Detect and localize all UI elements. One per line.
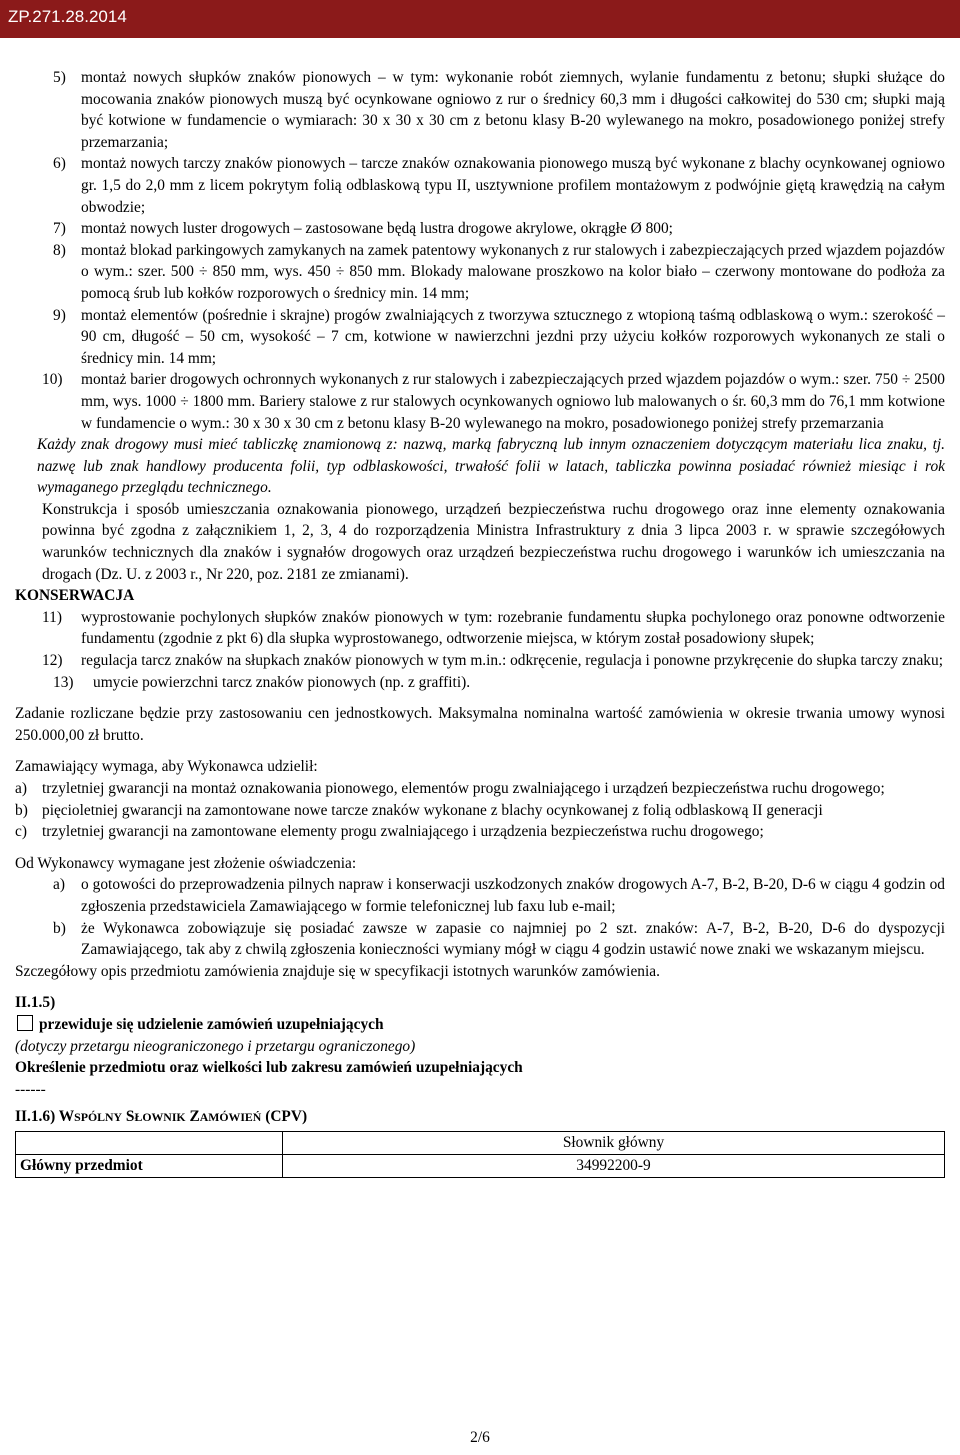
declaration-intro: Od Wykonawcy wymagane jest złożenie oświadczenia: — [15, 854, 357, 872]
list-item — [15, 153, 945, 218]
list-item-text: trzyletniej gwarancji na montaż oznakowania pionowego, elementów progu zwalniającego i urządzeń bezpieczeństwa ruchu drogowego; — [42, 780, 885, 797]
list-item-number: a) — [15, 780, 27, 797]
document-body — [15, 67, 945, 1178]
section-116-title: II.1.6) WSPÓLNY SŁOWNIK ZAMÓWIEŃ (CPV) — [15, 1108, 308, 1126]
list-item-text: montaż nowych słupków znaków pionowych – w tym: wykonanie robót ziemnych, wylanie fundamentu z betonu; słupki służące do mocowania znaków pionowych muszą być ocynkowane ogniowo z rur o średnicy 60,3 mm i długości całkowitej do 530 cm; słupki mają być kotwione w fundamencie o wymiarach: 30 x 30 x 30 cm z betonu klasy B-20 wylewanego na mokro, posadowionego poniżej strefy przemarzania; — [81, 69, 945, 151]
section-115-value: ------ — [15, 1080, 46, 1098]
declaration-list — [15, 874, 945, 960]
section-115-option: przewiduje się udzielenie zamówień uzupełniających — [15, 1014, 945, 1036]
list-item-text: montaż nowych luster drogowych – zastosowane będą lustra drogowe akrylowe, okrągłe Ø 800; — [81, 220, 673, 238]
warranty-list — [15, 778, 945, 843]
list-item: 10) montaż barier drogowych ochronnych wykonanych z rur stalowych i zabezpieczających przed wjazdem pojazdów o wym.: szer. 750 ÷ 2500 mm, wys. 1000 ÷ 1800 mm. Bariery stalowe z rur stalowych ocynkowanych ogniowo lub malowanych o śr. 60,3 mm do 76,1 mm kotwione w fundamencie o wym.: 30 x 30 x 30 cm z betonu klasy B-20 wylewanego na mokro, posadowionego poniżej strefy przemarzania — [42, 371, 945, 432]
list-item — [15, 218, 945, 240]
list-item-number: 9) — [53, 306, 66, 324]
items-list-montaz — [15, 67, 945, 369]
list-item-text: trzyletniej gwarancji na zamontowane elementy progu zwalniającego i urządzenia bezpieczeństwa ruchu drogowego; — [42, 823, 764, 841]
table-header-cell: Słownik główny — [283, 1131, 945, 1154]
list-item-text: o gotowości do przeprowadzenia pilnych napraw i konserwacji uszkodzonych znaków drogowych A-7, B-2, B-20, D-6 w ciągu 4 godzin od zgłoszenia przedstawiciela Zamawiającego w formie telefonicznej lub faxu lub e-mail; — [81, 876, 945, 915]
list-item-text: wyprostowanie pochylonych słupków znaków pionowych w tym: rozebranie fundamentu słupka pochylonego oraz ponowne odtworzenie fundamentu (zgodnie z pkt 6) dla słupka wyprostowanego, odtworzenie miejsca, w którym został posadowiony słupek; — [81, 608, 945, 648]
list-item — [15, 607, 945, 650]
section-115-note: (dotyczy przetargu nieograniczonego i przetargu ograniczonego) — [15, 1037, 416, 1055]
list-item-text: montaż elementów (pośrednie i skrajne) progów zwalniających z tworzywa sztucznego z wtopioną taśmą odblaskową o wym.: szerokość – 90 cm, długość – 50 cm, wysokość – 7 cm, kotwione w nawierzchni jezdni przy użyciu kołków rozporowych wykonanych ze stali o średnicy min. 14 mm; — [81, 306, 945, 367]
list-item-number: 11) — [42, 608, 62, 626]
list-item-number: 5) — [53, 69, 66, 86]
list-item — [15, 67, 945, 153]
cpv-table — [15, 1131, 945, 1178]
list-item-number: a) — [53, 876, 65, 894]
list-item-number: 7) — [53, 220, 66, 238]
list-item — [15, 800, 945, 822]
list-item-number: 8) — [53, 241, 66, 259]
list-item: 13) umycie powierzchni tarcz znaków pionowych (np. z graffiti). — [53, 673, 471, 691]
section-115-heading: Określenie przedmiotu oraz wielkości lub zakresu zamówień uzupełniających — [15, 1059, 523, 1077]
warranty-intro: Zamawiający wymaga, aby Wykonawca udzielił: — [15, 758, 318, 776]
list-item — [15, 240, 945, 305]
list-item-text: montaż nowych tarczy znaków pionowych – tarcze znaków oznakowania pionowego muszą być wykonane z blachy ocynkowanej ogniowo gr. 1,5 do 2,0 mm z licem pokrytym folią odblaskową typu II, usztywnione profilem montażowym z podwójnie giętą krawędzią na całym obwodzie; — [81, 155, 945, 216]
list-item — [15, 650, 945, 672]
list-item — [15, 778, 945, 800]
page-number: 2/6 — [470, 1429, 490, 1446]
checkbox-icon[interactable] — [17, 1015, 33, 1031]
list-item-number: c) — [15, 823, 27, 841]
italic-note: Każdy znak drogowy musi mieć tabliczkę znamionową z: nazwą, marką fabryczną lub innym oznaczeniem dotyczącym materiału lica znaku, tj. nazwę lub znak handlowy producenta folii, typ odblaskowości, trwałość folii w latach, tabliczka powinna posiadać również miesiąc i rok wymaganego przeglądu technicznego. — [37, 436, 945, 497]
table-cell: Główny przedmiot — [16, 1154, 283, 1177]
list-item-text: montaż blokad parkingowych zamykanych na zamek patentowy wykonanych z rur stalowych i zabezpieczających przed wjazdem pojazdów o wym.: szer. 500 ÷ 850 mm, wys. 450 ÷ 850 mm. Blokady malowane proszkowo na kolor biało – czerwony montowane do podłoża za pomocą śrub lub kołków rozporowych o średnicy min. 14 mm; — [81, 241, 945, 302]
list-item-number: 6) — [53, 155, 66, 173]
document-code: ZP.271.28.2014 — [8, 7, 127, 26]
settlement-paragraph: Zadanie rozliczane będzie przy zastosowaniu cen jednostkowych. Maksymalna nominalna wartość zamówienia w okresie trwania umowy wynosi 250.000,00 zł brutto. — [15, 705, 945, 744]
table-cell — [16, 1131, 283, 1154]
list-item-text: że Wykonawca zobowiązuje się posiadać zawsze w zapasie co najmniej po 2 szt. znaków: A-7, B-2, B-20, D-6 do dyspozycji Zamawiającego, tak aby z chwilą zgłoszenia konieczności wymiany mógł w ciągu 4 godzin ustawić nowe znaki we wskazanym miejscu. — [81, 919, 945, 959]
section-label-115: II.1.5) — [15, 994, 56, 1012]
construction-paragraph: Konstrukcja i sposób umieszczania oznakowania pionowego, urządzeń bezpieczeństwa ruchu drogowego oraz inne elementy oznakowania powinna być zgodna z załącznikiem 1, 2, 3, 4 do rozporządzenia Ministra Infrastruktury z dnia 3 lipca 2003 r. w sprawie szczegółowych warunków technicznych dla znaków i sygnałów drogowych oraz urządzeń bezpieczeństwa ruchu drogowego i warunków ich umieszczania na drogach (Dz. U. z 2003 r., Nr 220, poz. 2181 ze zmianami). — [42, 500, 945, 583]
list-item-number: 12) — [42, 652, 63, 670]
list-item — [15, 821, 945, 843]
list-item-number: b) — [53, 919, 66, 937]
spec-paragraph: Szczegółowy opis przedmiotu zamówienia znajduje się w specyfikacji istotnych warunków zamówienia. — [15, 962, 660, 980]
table-row — [16, 1154, 945, 1177]
list-item-text: regulacja tarcz znaków na słupkach znaków pionowych w tym m.in.: odkręcenie, regulacja i ponowne przykręcenie do słupka tarczy znaku; — [81, 652, 943, 670]
konserwacja-heading: KONSERWACJA — [15, 587, 135, 605]
list-item — [15, 874, 945, 917]
list-item — [15, 918, 945, 961]
list-item-text: pięcioletniej gwarancji na zamontowane nowe tarcze znaków wykonane z blachy ocynkowanej z folią odblaskową II generacji — [42, 801, 823, 819]
header-bar — [0, 0, 960, 38]
list-item-number: b) — [15, 801, 28, 819]
list-item — [15, 305, 945, 370]
table-cell: 34992200-9 — [283, 1154, 945, 1177]
items-list-konserwacja — [15, 607, 945, 672]
table-row — [16, 1131, 945, 1154]
